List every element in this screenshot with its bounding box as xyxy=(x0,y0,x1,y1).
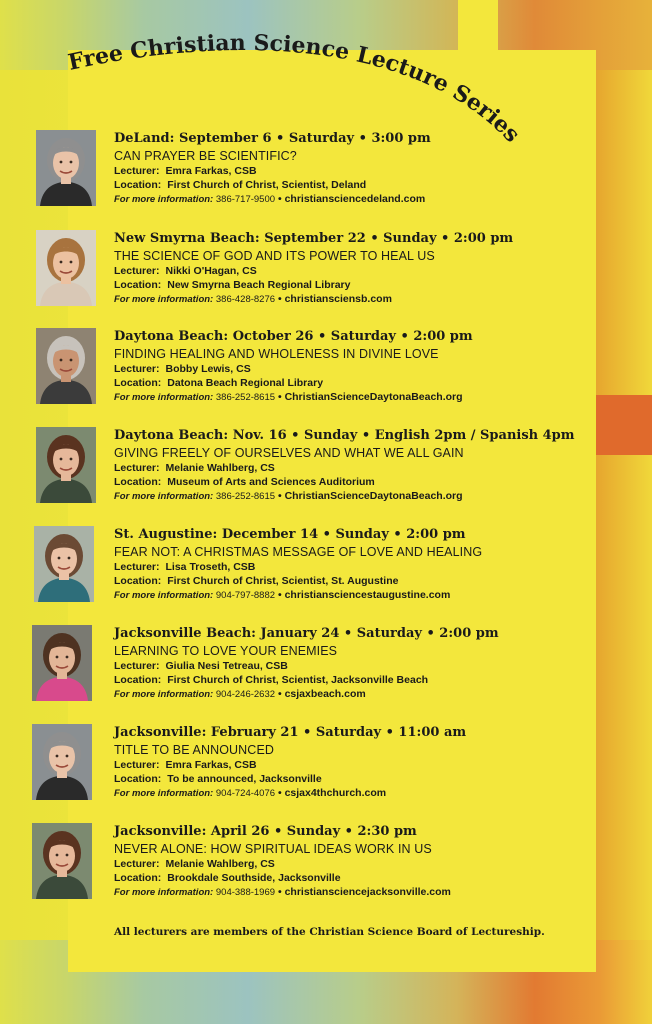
bullet-separator: • xyxy=(275,886,285,898)
lecturer-line xyxy=(114,758,594,772)
website-link[interactable]: ChristianScienceDaytonaBeach.org xyxy=(284,391,463,403)
location-label: Location: xyxy=(114,279,162,291)
more-info-line xyxy=(114,192,594,207)
website-link[interactable]: christiansciencejacksonville.com xyxy=(284,886,451,898)
portrait-icon xyxy=(36,328,96,404)
portrait-icon xyxy=(36,427,96,503)
bullet-separator: • xyxy=(275,688,285,700)
more-info-label: For more information: xyxy=(114,194,214,205)
website-link[interactable]: christiansciensb.com xyxy=(284,293,392,305)
bullet-separator: • xyxy=(275,787,285,799)
lecture-title: NEVER ALONE: HOW SPIRITUAL IDEAS WORK IN US xyxy=(114,842,432,856)
location-label: Location: xyxy=(114,872,162,884)
phone-number: 904-388-1969 xyxy=(215,887,276,898)
location-line xyxy=(114,871,594,885)
lecturer-name: Bobby Lewis, CS xyxy=(165,363,251,375)
lecturer-label: Lecturer: xyxy=(114,858,160,870)
lecturer-photo xyxy=(32,823,92,899)
phone-number: 386-717-9500 xyxy=(215,194,276,205)
website-link[interactable]: csjax4thchurch.com xyxy=(284,787,387,799)
location-label: Location: xyxy=(114,575,162,587)
website-link[interactable]: ChristianScienceDaytonaBeach.org xyxy=(284,490,463,502)
lecturer-name: Melanie Wahlberg, CS xyxy=(165,858,275,870)
lecturer-name: Giulia Nesi Tetreau, CSB xyxy=(165,660,288,672)
lecture-item xyxy=(36,625,596,705)
location-line xyxy=(114,574,594,588)
more-info-line xyxy=(114,489,594,504)
lecturer-name: Nikki O'Hagan, CS xyxy=(165,265,257,277)
phone-number: 386-252-8615 xyxy=(215,392,276,403)
lecturer-name: Melanie Wahlberg, CS xyxy=(165,462,275,474)
location-line xyxy=(114,178,594,192)
bullet-separator: • xyxy=(275,391,285,403)
location-value: First Church of Christ, Scientist, Deland xyxy=(167,179,367,191)
location-value: Brookdale Southside, Jacksonville xyxy=(167,872,341,884)
more-info-label: For more information: xyxy=(114,491,214,502)
lecturer-line xyxy=(114,560,594,574)
lecture-heading: DeLand: September 6 • Saturday • 3:00 pm xyxy=(114,131,431,146)
lecture-info xyxy=(114,230,594,307)
lecture-info xyxy=(114,130,594,207)
more-info-line xyxy=(114,390,594,405)
lecture-info xyxy=(114,724,594,801)
portrait-icon xyxy=(36,130,96,206)
location-line xyxy=(114,376,594,390)
lecture-title: THE SCIENCE OF GOD AND ITS POWER TO HEAL US xyxy=(114,249,435,263)
lecturer-photo xyxy=(34,526,94,602)
location-label: Location: xyxy=(114,179,162,191)
lecture-item xyxy=(36,724,596,804)
lecturer-name: Emra Farkas, CSB xyxy=(165,165,257,177)
bullet-separator: • xyxy=(275,193,285,205)
lecture-item xyxy=(36,230,596,310)
lecturer-label: Lecturer: xyxy=(114,759,160,771)
portrait-icon xyxy=(36,230,96,306)
more-info-line xyxy=(114,687,594,702)
lecture-heading: New Smyrna Beach: September 22 • Sunday • 2:00 pm xyxy=(114,231,514,246)
website-link[interactable]: christiansciencedeland.com xyxy=(284,193,426,205)
more-info-label: For more information: xyxy=(114,689,214,700)
more-info-line xyxy=(114,292,594,307)
lecture-item xyxy=(36,328,596,408)
lecturer-line xyxy=(114,264,594,278)
portrait-icon xyxy=(32,823,92,899)
more-info-label: For more information: xyxy=(114,887,214,898)
more-info-line xyxy=(114,786,594,801)
location-line xyxy=(114,772,594,786)
lecture-heading: Daytona Beach: Nov. 16 • Sunday • English 2pm / Spanish 4pm xyxy=(114,428,575,443)
lecturer-photo xyxy=(36,427,96,503)
location-label: Location: xyxy=(114,377,162,389)
lecturer-label: Lecturer: xyxy=(114,462,160,474)
lecture-info xyxy=(114,823,594,900)
phone-number: 386-252-8615 xyxy=(215,491,276,502)
lecturer-name: Emra Farkas, CSB xyxy=(165,759,257,771)
lecturer-photo xyxy=(32,625,92,701)
lecturer-label: Lecturer: xyxy=(114,363,160,375)
lecture-title: CAN PRAYER BE SCIENTIFIC? xyxy=(114,149,297,163)
bullet-separator: • xyxy=(275,490,285,502)
website-link[interactable]: christiansciencestaugustine.com xyxy=(284,589,451,601)
lecturer-label: Lecturer: xyxy=(114,265,160,277)
lecture-title: GIVING FREELY OF OURSELVES AND WHAT WE ALL GAIN xyxy=(114,446,464,460)
lecture-info xyxy=(114,328,594,405)
lecture-item xyxy=(36,823,596,903)
location-line xyxy=(114,673,594,687)
location-label: Location: xyxy=(114,674,162,686)
lecture-heading: Jacksonville: February 21 • Saturday • 11:00 am xyxy=(114,725,467,740)
title-text: Free Christian Science Lecture Series xyxy=(65,30,526,148)
more-info-label: For more information: xyxy=(114,590,214,601)
lecture-item xyxy=(36,427,596,507)
phone-number: 904-797-8882 xyxy=(215,590,276,601)
location-line xyxy=(114,278,594,292)
portrait-icon xyxy=(32,625,92,701)
location-value: New Smyrna Beach Regional Library xyxy=(167,279,351,291)
lecture-info xyxy=(114,625,594,702)
lecturer-label: Lecturer: xyxy=(114,165,160,177)
phone-number: 386-428-8276 xyxy=(215,294,276,305)
more-info-label: For more information: xyxy=(114,392,214,403)
phone-number: 904-246-2632 xyxy=(215,689,276,700)
lecture-title: LEARNING TO LOVE YOUR ENEMIES xyxy=(114,644,338,658)
lecturer-line xyxy=(114,164,594,178)
location-value: First Church of Christ, Scientist, St. Augustine xyxy=(167,575,399,587)
bullet-separator: • xyxy=(275,293,285,305)
location-value: Museum of Arts and Sciences Auditorium xyxy=(167,476,375,488)
lecture-heading: St. Augustine: December 14 • Sunday • 2:00 pm xyxy=(114,527,466,542)
lecturer-photo xyxy=(36,328,96,404)
lecturer-line xyxy=(114,362,594,376)
location-label: Location: xyxy=(114,476,162,488)
lecturer-name: Lisa Troseth, CSB xyxy=(165,561,256,573)
lecture-heading: Jacksonville Beach: January 24 • Saturday • 2:00 pm xyxy=(114,626,499,641)
more-info-label: For more information: xyxy=(114,294,214,305)
website-link[interactable]: csjaxbeach.com xyxy=(284,688,366,700)
location-line xyxy=(114,475,594,489)
lecture-info xyxy=(114,526,594,603)
location-value: Datona Beach Regional Library xyxy=(167,377,324,389)
lecturer-line xyxy=(114,857,594,871)
lecturer-photo xyxy=(36,130,96,206)
lecturer-line xyxy=(114,659,594,673)
lecturer-label: Lecturer: xyxy=(114,660,160,672)
lecture-heading: Daytona Beach: October 26 • Saturday • 2:00 pm xyxy=(114,329,473,344)
orange-accent-bar xyxy=(596,395,652,455)
lecture-title: FEAR NOT: A CHRISTMAS MESSAGE OF LOVE AND HEALING xyxy=(114,545,483,559)
lecture-item xyxy=(36,130,596,210)
phone-number: 904-724-4076 xyxy=(215,788,276,799)
lecture-info xyxy=(114,427,594,504)
lecturer-photo xyxy=(36,230,96,306)
portrait-icon xyxy=(34,526,94,602)
lecture-item xyxy=(36,526,596,606)
footer-note: All lecturers are members of the Christian Science Board of Lectureship. xyxy=(114,926,545,938)
more-info-line xyxy=(114,588,594,603)
lecturer-label: Lecturer: xyxy=(114,561,160,573)
lecture-heading: Jacksonville: April 26 • Sunday • 2:30 pm xyxy=(114,824,417,839)
location-label: Location: xyxy=(114,773,162,785)
location-value: First Church of Christ, Scientist, Jacksonville Beach xyxy=(167,674,429,686)
more-info-line xyxy=(114,885,594,900)
lecturer-line xyxy=(114,461,594,475)
location-value: To be announced, Jacksonville xyxy=(167,773,322,785)
lecture-title: TITLE TO BE ANNOUNCED xyxy=(114,743,275,757)
lecturer-photo xyxy=(32,724,92,800)
lecture-title: FINDING HEALING AND WHOLENESS IN DIVINE LOVE xyxy=(114,347,439,361)
portrait-icon xyxy=(32,724,92,800)
bullet-separator: • xyxy=(275,589,285,601)
more-info-label: For more information: xyxy=(114,788,214,799)
